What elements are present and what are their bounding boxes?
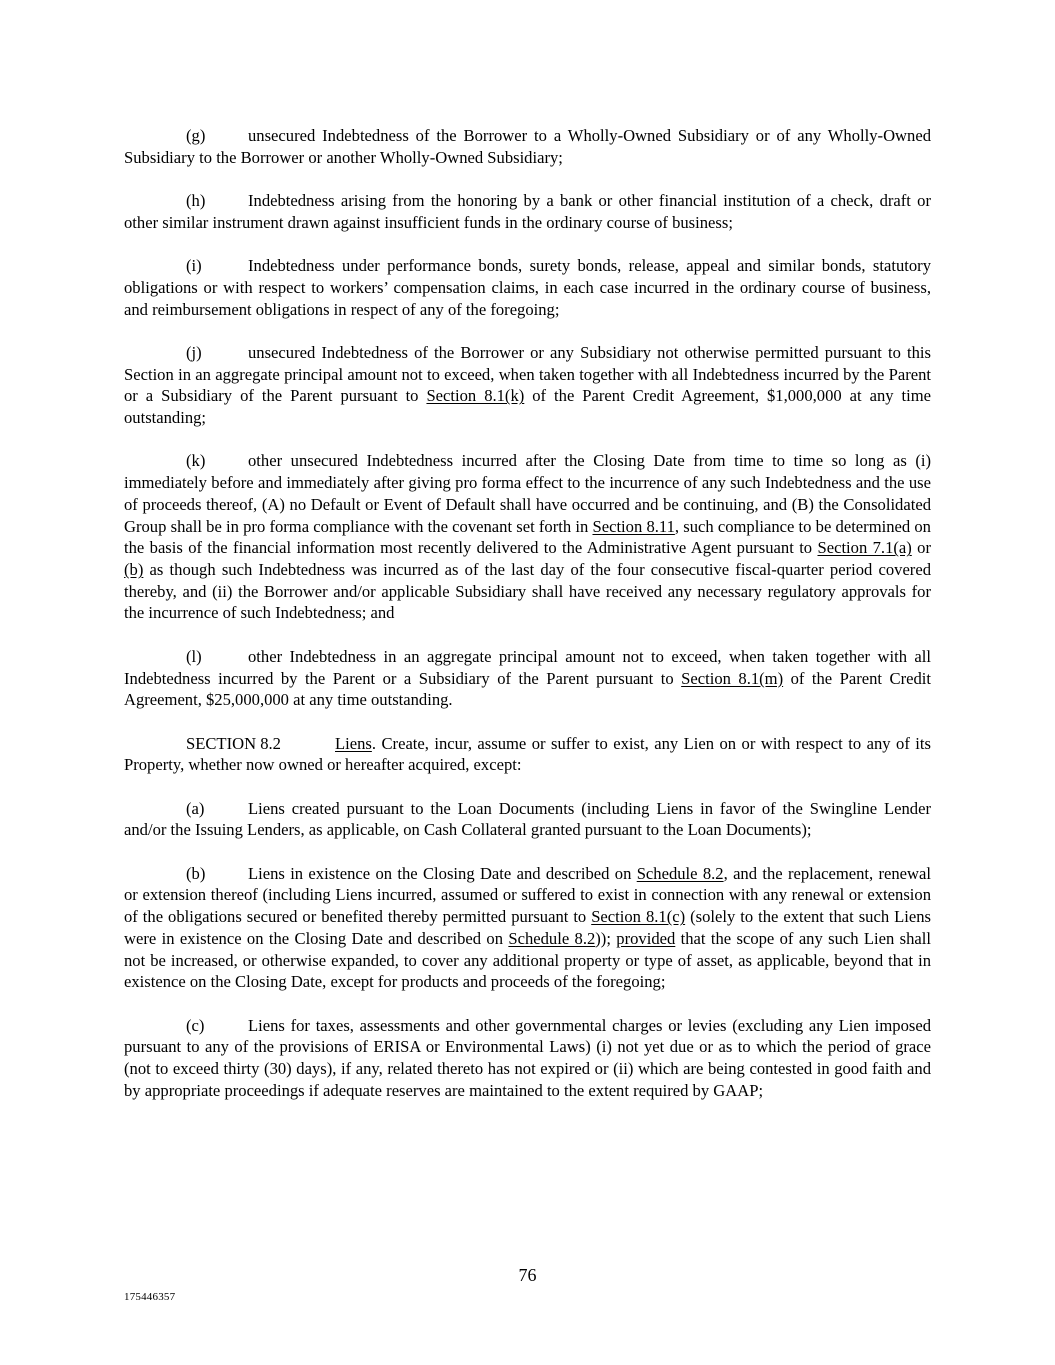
section-reference-link: Section 7.1(a) [817, 538, 912, 558]
clause-text: Liens created pursuant to the Loan Documents (including Liens in favor of the Swingline Lender and/or the Issuing Lenders, as applicable, on Cash Collateral granted pursuant to the Loan Documents); [124, 798, 931, 840]
schedule-reference-link: Schedule 8.2 [636, 863, 724, 883]
section-8-2-heading [124, 733, 931, 776]
section-reference-link: Section 8.11 [592, 516, 675, 536]
clause-text: Liens for taxes, assessments and other governmental charges or levies (excluding any Lien imposed pursuant to any of the provisions of ERISA or Environmental Laws) (i) not yet due or as to which the period of grace (not to exceed thirty (30) days), if any, related thereto has not expired or (ii) which are being contested in good faith and by appropriate proceedings if adequate reserves are maintained to the extent required by GAAP; [124, 1015, 931, 1100]
clause-g [124, 125, 931, 168]
section-reference-link: Section 8.1(k) [426, 386, 525, 406]
clause-text: (solely to the extent that such Liens were in existence on the Closing Date and described on [124, 907, 931, 948]
clause-label: (b) [186, 863, 206, 883]
section-reference-link: Section 8.1(c) [591, 907, 686, 927]
section-title: Liens [335, 733, 372, 753]
document-id: 175446357 [124, 1291, 176, 1303]
section-label: SECTION 8.2 [186, 733, 281, 753]
clause-k [124, 450, 931, 624]
clause-text: unsecured Indebtedness of the Borrower or any Subsidiary not otherwise permitted pursuant to this Section in an aggregate principal amount not to exceed, when taken together with all Indebtedness incurred by the Parent or a Subsidiary of the Parent pursuant to [124, 342, 931, 406]
clause-i [124, 255, 931, 320]
clause-text: other unsecured Indebtedness incurred after the Closing Date from time to time so long as (i) immediately before and immediately after giving pro forma effect to the incurrence of any such Indebtedness and the use of proceeds thereof, (A) no Default or Event of Default shall have occurred and be continuing, and (B) the Consolidated Group shall be in pro forma compliance with the covenant set forth in [124, 451, 931, 536]
clause-text: that the scope of any such Lien shall not be increased, or otherwise expanded, to cover any additional property or type of asset, as applicable, beyond that in existence on the Closing Date, except for products and proceeds of the foregoing; [124, 928, 931, 992]
lien-clause-a [124, 798, 931, 841]
page-number: 76 [518, 1265, 537, 1285]
clause-label: (g) [186, 126, 206, 145]
clause-text: as though such Indebtedness was incurred as of the last day of the four consecutive fiscal-quarter period covered thereby, and (ii) the Borrower and/or applicable Subsidiary shall have received any necessary regulatory approvals for the incurrence of such Indebtedness; and [124, 560, 931, 623]
clause-label: (i) [186, 256, 202, 276]
clause-text: of the Parent Credit Agreement, $25,000,000 at any time outstanding. [124, 668, 931, 710]
clause-j [124, 342, 931, 429]
clause-label: (k) [186, 451, 206, 471]
clause-label: (j) [186, 342, 202, 362]
section-reference-link: (b) [124, 560, 144, 579]
clause-text: )); [595, 928, 617, 948]
clause-text: Indebtedness under performance bonds, surety bonds, release, appeal and similar bonds, statutory obligations or with respect to workers’ compensation claims, in each case incurred in the ordinary course of business, and reimbursement obligations in respect of any of the foregoing; [124, 256, 931, 319]
document-body [124, 125, 931, 1123]
clause-text: or [911, 538, 931, 558]
section-reference-link: Section 8.1(m) [681, 668, 784, 688]
clause-text: , and the replacement, renewal or extension thereof (including Liens incurred, assumed or suffered to exist in connection with any renewal or extension of the obligations secured or benefited thereby permitted pursuant to [124, 863, 931, 927]
schedule-reference-link: Schedule 8.2 [508, 928, 596, 948]
clause-text: Indebtedness arising from the honoring by a bank or other financial institution of a check, draft or other similar instrument drawn against insufficient funds in the ordinary course of business; [124, 191, 931, 232]
clause-label: (a) [186, 798, 205, 818]
lien-clause-b [124, 863, 931, 993]
clause-label: (c) [186, 1015, 205, 1035]
provided-term: provided [616, 928, 676, 948]
clause-label: (h) [186, 191, 206, 211]
clause-text: unsecured Indebtedness of the Borrower to a Wholly-Owned Subsidiary or of any Wholly-Owned Subsidiary to the Borrower or another Wholly-Owned Subsidiary; [124, 126, 931, 167]
clause-text: other Indebtedness in an aggregate principal amount not to exceed, when taken together with all Indebtedness incurred by the Parent or a Subsidiary of the Parent pursuant to [124, 646, 931, 688]
clause-text: , such compliance to be determined on the basis of the financial information most recently delivered to the Administrative Agent pursuant to [124, 516, 931, 558]
clause-h [124, 190, 931, 233]
section-text: . Create, incur, assume or suffer to exist, any Lien on or with respect to any of its Property, whether now owned or hereafter acquired, except: [124, 733, 931, 775]
clause-text: of the Parent Credit Agreement, $1,000,000 at any time outstanding; [124, 386, 932, 428]
clause-l [124, 646, 931, 711]
clause-label: (l) [186, 646, 202, 666]
clause-text: Liens in existence on the Closing Date and described on [248, 863, 637, 883]
lien-clause-c [124, 1015, 931, 1102]
